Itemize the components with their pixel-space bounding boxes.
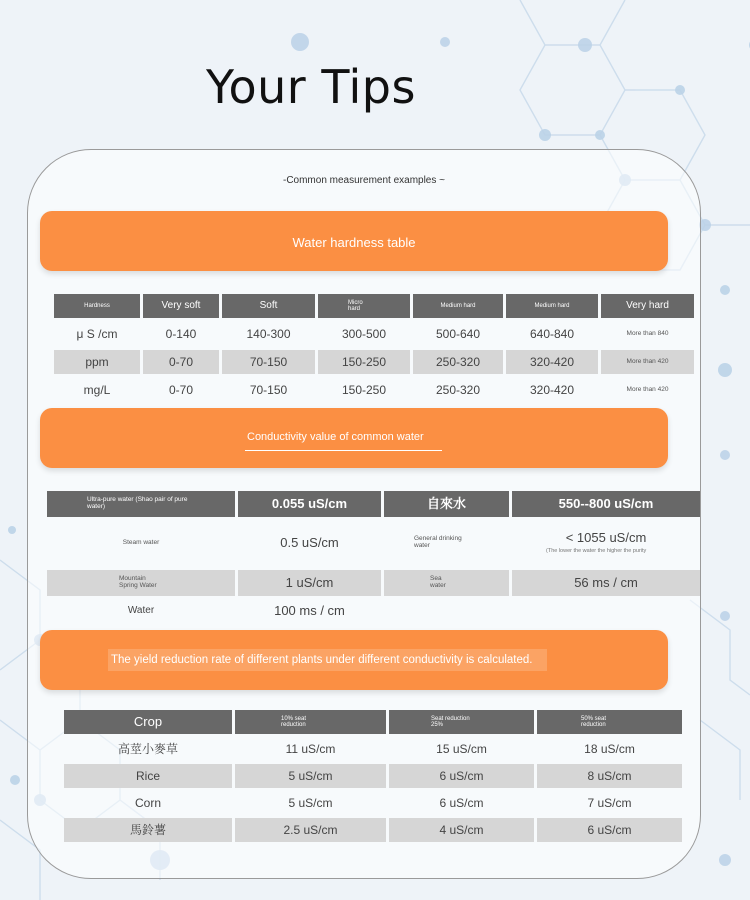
hardness-header-soft: Soft [222,294,315,318]
yield-value: 15 uS/cm [436,741,487,756]
yield-header-25-percent: Seat reduction 25% [389,710,534,734]
hardness-header-very-soft: Very soft [143,294,219,318]
conductivity-header-ultra-pure-value: 0.055 uS/cm [238,491,381,517]
conductivity-header-tap-water: 自來水 [384,491,509,517]
hardness-cell: 300-500 [341,326,387,341]
conductivity-value: 56 ms / cm [512,570,700,596]
hardness-cell: 150-250 [318,350,410,374]
hardness-cell: 70-150 [222,350,315,374]
hardness-row-unit: mg/L [83,382,111,397]
yield-value: 8 uS/cm [537,764,682,788]
yield-crop-name: Rice [64,764,232,788]
conductivity-water-type: General drinking water [414,535,462,549]
conductivity-water-type: Steam water [122,538,160,546]
hardness-header-very-hard: Very hard [601,294,694,318]
hardness-cell: 320-420 [529,382,575,397]
hardness-banner-text: Water hardness table [292,235,416,250]
hardness-cell: 320-420 [506,350,598,374]
hardness-header-micro-hard: Micro hard [318,294,410,318]
hardness-row-unit: ppm [54,350,140,374]
yield-value: 5 uS/cm [288,795,333,810]
yield-value: 6 uS/cm [389,764,534,788]
hardness-cell: 140-300 [246,326,291,341]
yield-crop-name: 馬鈴薯 [64,818,232,842]
page-title: Your Tips [206,60,416,114]
hardness-cell: 0-140 [165,326,197,341]
hardness-cell: 640-840 [529,326,575,341]
conductivity-drinking-value-cell [512,520,700,566]
conductivity-header-tap-water-value: 550--800 uS/cm [512,491,700,517]
conductivity-header-ultra-pure: Ultra-pure water (Shao pair of pure water) [47,491,235,517]
hardness-cell: 500-640 [435,326,481,341]
yield-crop-name: Corn [134,795,161,810]
hardness-header-label: Hardness [54,294,140,318]
conductivity-water-type: Water [127,604,155,616]
yield-value: 6 uS/cm [537,818,682,842]
hardness-cell: More than 420 [626,385,669,393]
conductivity-water-type: Sea water [384,570,509,596]
hardness-row-unit: μ S /cm [76,326,118,341]
yield-header-crop: Crop [64,710,232,734]
conductivity-value: 1 uS/cm [238,570,381,596]
yield-value: 7 uS/cm [587,795,632,810]
hardness-header-medium-hard-1: Medium hard [413,294,503,318]
hardness-cell: 250-320 [413,350,503,374]
conductivity-value: 0.5 uS/cm [280,535,339,551]
conductivity-banner [40,408,668,468]
yield-value: 6 uS/cm [439,795,484,810]
subtitle: -Common measurement examples ~ [282,175,445,186]
hardness-cell: 250-320 [435,382,481,397]
hardness-banner [40,211,668,271]
hardness-cell: More than 420 [601,350,694,374]
yield-value: 2.5 uS/cm [235,818,386,842]
hardness-header-medium-hard-2: Medium hard [506,294,598,318]
conductivity-value: 100 ms / cm [274,603,345,619]
yield-value: 11 uS/cm [285,741,336,756]
hardness-cell: 70-150 [249,382,288,397]
yield-header-50-percent: 50% seat reduction [537,710,682,734]
conductivity-value: < 1055 uS/cm [565,530,647,546]
yield-header-10-percent: 10% seat reduction [235,710,386,734]
yield-value: 5 uS/cm [235,764,386,788]
purity-note: (The lower the water the higher the purity [546,547,647,554]
hardness-cell: 150-250 [341,382,387,397]
conductivity-banner-text: Conductivity value of common water [245,431,442,451]
yield-value: 4 uS/cm [389,818,534,842]
yield-banner-text: The yield reduction rate of different plants under different conductivity is calculated. [108,649,547,671]
hardness-cell: More than 840 [626,329,669,337]
hardness-cell: 0-70 [168,382,194,397]
yield-crop-name: 高莖小麥草 [117,741,178,756]
yield-banner [40,630,668,690]
hardness-cell: 0-70 [143,350,219,374]
conductivity-water-type: Mountain Spring Water [47,570,235,596]
yield-value: 18 uS/cm [584,741,635,756]
